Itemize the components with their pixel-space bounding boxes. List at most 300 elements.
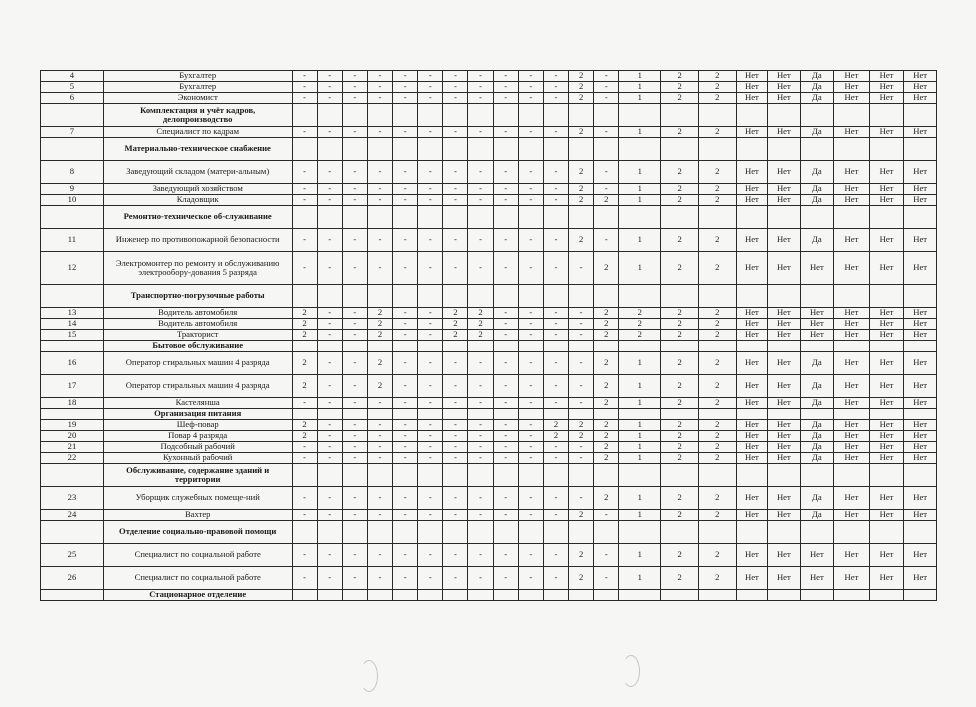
value-cell [869, 590, 904, 601]
value-cell: 2 [661, 319, 699, 330]
value-cell: - [367, 127, 392, 138]
value-cell: Нет [768, 487, 800, 510]
table-row [41, 195, 937, 206]
value-cell: - [393, 567, 418, 590]
value-cell: - [317, 487, 342, 510]
value-cell: 2 [569, 71, 594, 82]
value-cell: - [493, 308, 518, 319]
value-cell: 2 [661, 229, 699, 252]
value-cell [317, 285, 342, 308]
value-cell: Нет [736, 252, 767, 285]
value-cell: - [518, 398, 543, 409]
value-cell [367, 590, 392, 601]
value-cell [594, 341, 619, 352]
value-cell: - [518, 420, 543, 431]
value-cell: 2 [569, 82, 594, 93]
value-cell: Нет [736, 82, 767, 93]
value-cell: - [418, 510, 443, 521]
value-cell: Нет [904, 127, 937, 138]
value-cell: - [317, 544, 342, 567]
value-cell: Нет [736, 161, 767, 184]
value-cell: - [342, 375, 367, 398]
value-cell [768, 104, 800, 127]
value-cell [869, 138, 904, 161]
value-cell: - [493, 442, 518, 453]
value-cell [493, 590, 518, 601]
table-row [41, 93, 937, 104]
value-cell: - [468, 442, 493, 453]
value-cell: 2 [698, 161, 736, 184]
value-cell: 2 [569, 544, 594, 567]
value-cell: - [518, 431, 543, 442]
value-cell: - [342, 567, 367, 590]
value-cell: - [443, 229, 468, 252]
value-cell: Нет [736, 510, 767, 521]
value-cell: 2 [698, 184, 736, 195]
value-cell: - [569, 352, 594, 375]
value-cell [342, 409, 367, 420]
value-cell [367, 409, 392, 420]
value-cell: 1 [619, 442, 661, 453]
value-cell: - [543, 127, 568, 138]
value-cell: - [468, 487, 493, 510]
value-cell: Нет [768, 93, 800, 104]
value-cell: - [569, 308, 594, 319]
value-cell: - [493, 161, 518, 184]
value-cell: Да [800, 127, 834, 138]
value-cell: 2 [698, 229, 736, 252]
value-cell: 1 [619, 352, 661, 375]
value-cell: - [493, 567, 518, 590]
value-cell: - [393, 195, 418, 206]
value-cell: 1 [619, 127, 661, 138]
table-row [41, 420, 937, 431]
table-row [41, 453, 937, 464]
value-cell: Да [800, 431, 834, 442]
value-cell: 1 [619, 420, 661, 431]
value-cell: Нет [834, 420, 870, 431]
value-cell: - [493, 319, 518, 330]
position-name: Заведующий складом (матери-альным) [103, 161, 292, 184]
value-cell: 2 [698, 375, 736, 398]
value-cell: 2 [292, 330, 317, 341]
value-cell: Нет [834, 453, 870, 464]
value-cell: Нет [834, 229, 870, 252]
value-cell: - [518, 308, 543, 319]
table-row [41, 442, 937, 453]
value-cell: - [468, 195, 493, 206]
value-cell [292, 206, 317, 229]
value-cell [869, 409, 904, 420]
value-cell: 1 [619, 71, 661, 82]
value-cell [292, 409, 317, 420]
value-cell: Да [800, 453, 834, 464]
value-cell [736, 521, 767, 544]
value-cell: 2 [661, 453, 699, 464]
value-cell: Нет [834, 352, 870, 375]
value-cell [904, 285, 937, 308]
value-cell [904, 341, 937, 352]
value-cell [594, 285, 619, 308]
value-cell: 1 [619, 229, 661, 252]
value-cell [518, 521, 543, 544]
value-cell [661, 104, 699, 127]
value-cell: 2 [594, 308, 619, 319]
value-cell: 1 [619, 82, 661, 93]
value-cell: - [468, 375, 493, 398]
value-cell: Нет [736, 453, 767, 464]
value-cell: - [393, 420, 418, 431]
value-cell: - [468, 431, 493, 442]
value-cell [800, 521, 834, 544]
value-cell [317, 341, 342, 352]
value-cell [661, 521, 699, 544]
value-cell: - [418, 442, 443, 453]
row-number: 7 [41, 127, 104, 138]
value-cell [736, 104, 767, 127]
value-cell: - [468, 420, 493, 431]
value-cell [619, 104, 661, 127]
value-cell: 1 [619, 184, 661, 195]
value-cell: 2 [698, 442, 736, 453]
value-cell: - [393, 442, 418, 453]
value-cell: Нет [904, 161, 937, 184]
value-cell: Нет [869, 319, 904, 330]
section-title: Отделение социально-правовой помощи [103, 521, 292, 544]
row-number: 25 [41, 544, 104, 567]
value-cell: - [342, 487, 367, 510]
value-cell [834, 104, 870, 127]
table-row [41, 544, 937, 567]
value-cell [619, 206, 661, 229]
row-number [41, 206, 104, 229]
value-cell: - [543, 352, 568, 375]
value-cell: Нет [869, 184, 904, 195]
value-cell [468, 409, 493, 420]
value-cell: - [443, 453, 468, 464]
section-title: Организация питания [103, 409, 292, 420]
position-name: Инженер по противопожарной безопасности [103, 229, 292, 252]
value-cell [367, 138, 392, 161]
value-cell: Да [800, 442, 834, 453]
value-cell: - [418, 375, 443, 398]
value-cell [443, 590, 468, 601]
value-cell [292, 464, 317, 487]
value-cell: 2 [594, 252, 619, 285]
value-cell [393, 464, 418, 487]
value-cell [834, 138, 870, 161]
value-cell: - [468, 510, 493, 521]
value-cell [342, 341, 367, 352]
value-cell: - [468, 127, 493, 138]
value-cell: Нет [869, 510, 904, 521]
value-cell: - [342, 184, 367, 195]
value-cell [493, 409, 518, 420]
value-cell: - [317, 93, 342, 104]
value-cell: Нет [800, 319, 834, 330]
value-cell: 2 [698, 510, 736, 521]
value-cell: Нет [768, 375, 800, 398]
value-cell: - [518, 487, 543, 510]
value-cell: Нет [904, 252, 937, 285]
value-cell: - [493, 420, 518, 431]
value-cell: Нет [768, 330, 800, 341]
value-cell [594, 521, 619, 544]
value-cell: - [493, 398, 518, 409]
value-cell: 1 [619, 161, 661, 184]
value-cell: Нет [800, 252, 834, 285]
value-cell: - [518, 82, 543, 93]
value-cell: 2 [698, 398, 736, 409]
row-number: 12 [41, 252, 104, 285]
value-cell: - [569, 398, 594, 409]
value-cell [518, 464, 543, 487]
value-cell [698, 590, 736, 601]
value-cell: Нет [904, 442, 937, 453]
value-cell [468, 138, 493, 161]
value-cell [594, 104, 619, 127]
value-cell: - [292, 442, 317, 453]
value-cell: Нет [869, 252, 904, 285]
value-cell [342, 138, 367, 161]
value-cell [393, 104, 418, 127]
value-cell: - [443, 127, 468, 138]
table-row [41, 184, 937, 195]
value-cell: Нет [904, 510, 937, 521]
value-cell [736, 206, 767, 229]
value-cell: Нет [768, 252, 800, 285]
value-cell: 2 [292, 420, 317, 431]
value-cell: 2 [698, 453, 736, 464]
value-cell: Нет [904, 71, 937, 82]
value-cell: 2 [698, 71, 736, 82]
value-cell: - [443, 184, 468, 195]
value-cell [698, 341, 736, 352]
value-cell: - [317, 453, 342, 464]
value-cell: - [543, 195, 568, 206]
value-cell [543, 138, 568, 161]
value-cell: 2 [698, 352, 736, 375]
value-cell [493, 104, 518, 127]
value-cell [468, 206, 493, 229]
value-cell [367, 521, 392, 544]
section-title: Ремонтно-техническое об-служивание [103, 206, 292, 229]
value-cell: Нет [904, 93, 937, 104]
value-cell: Нет [869, 229, 904, 252]
position-name: Водитель автомобиля [103, 319, 292, 330]
value-cell [619, 464, 661, 487]
value-cell: Нет [800, 544, 834, 567]
value-cell: - [443, 375, 468, 398]
value-cell: Нет [904, 82, 937, 93]
value-cell: Нет [834, 195, 870, 206]
value-cell [736, 409, 767, 420]
value-cell [698, 409, 736, 420]
value-cell [418, 285, 443, 308]
value-cell: 2 [661, 567, 699, 590]
value-cell: - [543, 308, 568, 319]
value-cell: Нет [904, 184, 937, 195]
value-cell: - [518, 375, 543, 398]
value-cell: - [418, 93, 443, 104]
value-cell: - [393, 127, 418, 138]
section-row [41, 104, 937, 127]
value-cell [393, 138, 418, 161]
value-cell: Нет [834, 398, 870, 409]
value-cell [834, 285, 870, 308]
value-cell: - [342, 510, 367, 521]
value-cell: - [342, 229, 367, 252]
value-cell [800, 590, 834, 601]
value-cell: 2 [367, 308, 392, 319]
value-cell: Нет [904, 319, 937, 330]
value-cell: 2 [569, 431, 594, 442]
value-cell: - [543, 544, 568, 567]
position-name: Оператор стиральных машин 4 разряда [103, 352, 292, 375]
value-cell: - [493, 330, 518, 341]
value-cell [443, 285, 468, 308]
value-cell: 2 [661, 252, 699, 285]
value-cell: Нет [904, 544, 937, 567]
value-cell [869, 341, 904, 352]
value-cell [569, 285, 594, 308]
section-row [41, 521, 937, 544]
value-cell [661, 590, 699, 601]
value-cell [904, 464, 937, 487]
value-cell: Нет [904, 453, 937, 464]
value-cell: 2 [698, 252, 736, 285]
value-cell: - [367, 431, 392, 442]
value-cell: - [367, 195, 392, 206]
value-cell: - [518, 229, 543, 252]
value-cell [317, 590, 342, 601]
position-name: Повар 4 разряда [103, 431, 292, 442]
value-cell: - [543, 319, 568, 330]
value-cell: 2 [443, 319, 468, 330]
value-cell: Нет [736, 195, 767, 206]
value-cell: 2 [569, 567, 594, 590]
table-row [41, 308, 937, 319]
value-cell: Нет [904, 431, 937, 442]
value-cell [418, 104, 443, 127]
value-cell: - [543, 375, 568, 398]
value-cell: 2 [367, 375, 392, 398]
value-cell [698, 521, 736, 544]
value-cell [594, 409, 619, 420]
value-cell [768, 409, 800, 420]
value-cell: - [493, 252, 518, 285]
value-cell [904, 104, 937, 127]
value-cell: - [493, 127, 518, 138]
value-cell [834, 206, 870, 229]
value-cell: Нет [869, 453, 904, 464]
value-cell: Нет [736, 93, 767, 104]
value-cell: Нет [904, 229, 937, 252]
value-cell: Нет [736, 330, 767, 341]
value-cell: - [393, 71, 418, 82]
value-cell: 2 [661, 127, 699, 138]
value-cell: 2 [594, 398, 619, 409]
position-name: Бухгалтер [103, 82, 292, 93]
value-cell: - [418, 195, 443, 206]
value-cell: Нет [904, 420, 937, 431]
value-cell: 2 [569, 161, 594, 184]
value-cell [661, 285, 699, 308]
value-cell: - [317, 71, 342, 82]
value-cell: Нет [768, 442, 800, 453]
value-cell: - [443, 82, 468, 93]
value-cell: - [317, 229, 342, 252]
row-number [41, 285, 104, 308]
position-name: Кухонный рабочий [103, 453, 292, 464]
value-cell: - [594, 71, 619, 82]
value-cell: - [493, 71, 518, 82]
value-cell: Нет [768, 161, 800, 184]
binder-hole-mark [360, 660, 378, 692]
value-cell [834, 464, 870, 487]
value-cell: Нет [736, 229, 767, 252]
value-cell: Нет [768, 82, 800, 93]
value-cell: Нет [736, 127, 767, 138]
value-cell: Нет [869, 195, 904, 206]
value-cell: 2 [468, 330, 493, 341]
row-number: 14 [41, 319, 104, 330]
value-cell: 2 [468, 319, 493, 330]
value-cell [569, 206, 594, 229]
value-cell: - [367, 93, 392, 104]
value-cell: - [594, 510, 619, 521]
value-cell: - [367, 252, 392, 285]
value-cell: - [317, 398, 342, 409]
value-cell: - [594, 544, 619, 567]
value-cell: 1 [619, 453, 661, 464]
value-cell [768, 206, 800, 229]
value-cell: - [292, 93, 317, 104]
position-name: Оператор стиральных машин 4 разряда [103, 375, 292, 398]
value-cell: - [393, 398, 418, 409]
section-row [41, 285, 937, 308]
value-cell [543, 206, 568, 229]
value-cell: - [317, 127, 342, 138]
value-cell: - [468, 82, 493, 93]
value-cell [661, 409, 699, 420]
value-cell: - [468, 453, 493, 464]
value-cell: - [317, 319, 342, 330]
value-cell [367, 341, 392, 352]
value-cell [493, 521, 518, 544]
value-cell [698, 206, 736, 229]
value-cell: - [393, 319, 418, 330]
value-cell: 2 [594, 453, 619, 464]
value-cell: - [367, 567, 392, 590]
value-cell: - [393, 161, 418, 184]
value-cell [698, 464, 736, 487]
value-cell: 2 [698, 567, 736, 590]
value-cell [393, 409, 418, 420]
value-cell: - [418, 398, 443, 409]
value-cell [834, 521, 870, 544]
value-cell [768, 138, 800, 161]
value-cell: 2 [698, 330, 736, 341]
position-name: Шеф-повар [103, 420, 292, 431]
value-cell [569, 590, 594, 601]
value-cell: Нет [869, 398, 904, 409]
value-cell [800, 285, 834, 308]
value-cell: Нет [736, 375, 767, 398]
value-cell [342, 285, 367, 308]
value-cell [569, 138, 594, 161]
value-cell: Нет [736, 442, 767, 453]
